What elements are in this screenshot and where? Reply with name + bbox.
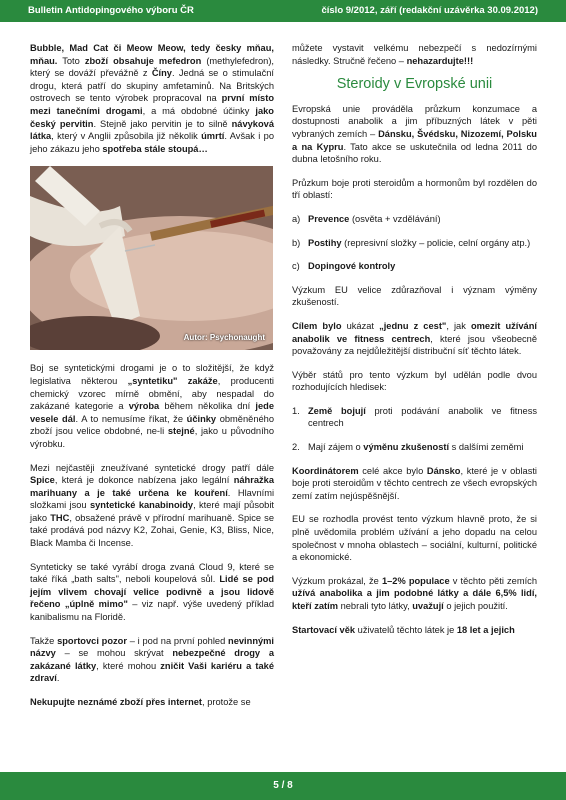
right-column bbox=[292, 42, 537, 647]
text-run: nebrali tyto látky, bbox=[338, 601, 413, 611]
text-run: Boj se syntetickými drogami je o to složitější, že když legislativa některou bbox=[30, 363, 274, 386]
text-run: EU se rozhodla provést tento výzkum hlavně proto, že si plně uvědomila problém užívání a jeho dopadu na celou společnost v mnoha oblastech – sociální, kulturní, politické a ekonomické. bbox=[292, 514, 537, 563]
list-marker: a) bbox=[292, 213, 301, 224]
list-item bbox=[292, 405, 537, 430]
section-heading: Steroidy v Evropské unii bbox=[336, 76, 493, 93]
emphasis-text: Dopingové kontroly bbox=[308, 261, 396, 272]
text-run: . Stejně jako pervitin je to silně bbox=[93, 118, 232, 129]
paragraph bbox=[30, 462, 274, 550]
text-run: , který v Anglii způsobila již několik bbox=[51, 131, 202, 142]
text-run: , jak bbox=[446, 320, 471, 331]
emphasis-text: Prevence bbox=[308, 213, 350, 224]
text-run: . Jedná se o stimulační drogu, která patří do skupiny amfetaminů. Na Britských ostrovech se tento výrobek propracoval na bbox=[30, 68, 274, 104]
text-run: , která je dokonce nabízena jako legální bbox=[54, 475, 234, 486]
emphasis-text: Dánsko bbox=[426, 465, 461, 476]
text-run: . A to nemusíme říkat, že bbox=[75, 413, 187, 424]
emphasis-text: Postihy bbox=[308, 237, 342, 248]
text-run: , producenti chemický vzorec mírně obmění, aby nespadal do zakázané kategorie a bbox=[30, 375, 274, 412]
emphasis-text: THC bbox=[50, 512, 70, 523]
text-run: Výběr států pro tento výzkum byl udělán podle dvou rozhodujících hledisek: bbox=[292, 369, 537, 393]
list-item-text bbox=[308, 260, 537, 273]
emphasis-text: užívá anabolika a jim podobné látky a dále 6,5% lidí, kteří zatím bbox=[292, 588, 537, 611]
paragraph bbox=[292, 369, 537, 394]
paragraph bbox=[292, 284, 537, 309]
photo-credit: Autor: Psychonaught bbox=[183, 332, 265, 342]
text-run: Mají zájem o bbox=[308, 442, 364, 453]
emphasis-text: Číny bbox=[151, 68, 172, 79]
paragraph bbox=[292, 465, 537, 503]
text-run: s dalšími zeměmi bbox=[449, 442, 524, 453]
text-run: . Avšak i po jeho zákazu jeho bbox=[30, 131, 274, 154]
paragraph bbox=[292, 320, 537, 358]
article-photo bbox=[30, 166, 273, 350]
emphasis-text: náhražka marihuany a je také určena ke kouření bbox=[30, 475, 274, 498]
text-run: – se mohou skrývat bbox=[55, 648, 173, 659]
photo-illustration bbox=[30, 166, 273, 350]
text-run: – i pod na první pohled bbox=[126, 635, 229, 646]
areas-list bbox=[292, 213, 537, 273]
emphasis-text: účinky bbox=[186, 413, 217, 424]
emphasis-text: 1–2% populace bbox=[381, 575, 450, 586]
text-run: , jako u původního výrobku. bbox=[30, 426, 274, 449]
left-column bbox=[30, 42, 274, 720]
text-run: , které mají působit jako bbox=[30, 500, 274, 523]
paragraph bbox=[30, 696, 274, 709]
text-run: Průzkum boje proti steroidům a hormonům byl rozdělen do tří oblastí: bbox=[292, 177, 537, 201]
text-run: obměněného zboží jsou velice obdobné, ne-li bbox=[30, 413, 274, 437]
emphasis-text: Bubble, Mad Cat či Meow Meow, tedy česky mňau, mňau. bbox=[30, 43, 274, 66]
paragraph bbox=[292, 624, 537, 637]
text-run: Mezi nejčastěji zneužívané syntetické drogy patří dále bbox=[30, 462, 274, 473]
text-run: . Hlavními složkami jsou bbox=[30, 487, 275, 511]
emphasis-text: Dánsku, Švédsku, Nizozemí, Polsku a na Kypru bbox=[292, 128, 537, 152]
text-run: , obsažené právě v přírodní marihuaně. Spice se také prodává pod názvy K2, Zohai, Genie, K3, Bliss, Nice, Black Mamba či Incense. bbox=[30, 512, 275, 549]
emphasis-text: sportovci pozor bbox=[57, 635, 127, 646]
emphasis-text: výměnu zkušeností bbox=[363, 442, 450, 453]
text-run: , které mohou bbox=[96, 660, 161, 671]
list-item-text bbox=[308, 441, 537, 454]
paragraph bbox=[292, 42, 537, 67]
text-run: Výzkum EU velice zdůrazňoval i význam výměny zkušeností. bbox=[292, 284, 537, 308]
list-marker: b) bbox=[292, 237, 301, 248]
emphasis-text: Koordinátorem bbox=[292, 465, 359, 476]
paragraph bbox=[30, 561, 274, 624]
text-run: Výzkum prokázal, že bbox=[292, 575, 382, 586]
text-run: během několika dní bbox=[159, 401, 256, 412]
emphasis-text: omezit užívání anabolik ve fitness centrech bbox=[292, 320, 537, 344]
emphasis-text: Spice bbox=[30, 475, 55, 486]
list-item bbox=[292, 260, 537, 273]
paragraph bbox=[292, 103, 537, 166]
text-run: proti podávání anabolik ve fitness centrech bbox=[308, 405, 538, 429]
text-run: Toto bbox=[57, 55, 85, 66]
emphasis-text: nevinnými názvy bbox=[30, 635, 275, 659]
list-item-text bbox=[308, 405, 537, 430]
emphasis-text: nehazardujte!!! bbox=[406, 55, 474, 66]
page-header bbox=[0, 0, 566, 22]
text-run: , a má obdobné účinky bbox=[142, 105, 256, 116]
paragraph bbox=[292, 177, 537, 202]
emphasis-text: stejné bbox=[167, 426, 195, 437]
emphasis-text: Země bojují bbox=[308, 405, 366, 416]
emphasis-text: „syntetiku" zakáže bbox=[127, 375, 218, 386]
text-run: – viz např. výše uvedený příklad kanibalismu na Floridě. bbox=[30, 599, 274, 623]
emphasis-text: spotřeba stále stoupá… bbox=[102, 143, 208, 154]
emphasis-text: „jednu z cest" bbox=[379, 320, 447, 331]
text-run: (osvěta + vzdělávání) bbox=[349, 213, 441, 224]
page-number: 5 / 8 bbox=[273, 780, 293, 791]
text-run: o jejich použití. bbox=[443, 601, 508, 611]
emphasis-text: první místo mezi tanečními drogami bbox=[30, 93, 275, 116]
text-run: můžete vystavit velkému nebezpečí s nedozírnými následky. Stručně řečeno – bbox=[292, 43, 537, 66]
text-run: , protože se bbox=[202, 697, 251, 707]
list-marker: 2. bbox=[292, 442, 300, 453]
text-run: uživatelů těchto látek je bbox=[355, 624, 457, 635]
text-run: , které je v oblasti boje proti steroidům v těchto centrech ze všech evropských zemí zatím nejúspěšnější. bbox=[292, 465, 537, 501]
list-item bbox=[292, 441, 537, 454]
bulletin-title: Bulletin Antidopingového výboru ČR bbox=[28, 5, 194, 16]
list-item-text bbox=[308, 237, 537, 250]
emphasis-text: Lidé se pod jejím vlivem chovají velice podivně a jsou lidově řečeno „úplně mimo" bbox=[30, 574, 274, 610]
criteria-list bbox=[292, 405, 537, 454]
text-run: Synteticky se také vyrábí droga zvaná Cloud 9, které se také říká „bath salts", neboli koupelová sůl. bbox=[30, 561, 274, 585]
text-run: Takže bbox=[30, 635, 58, 646]
text-run: v těchto pěti zemích bbox=[449, 575, 538, 586]
paragraph bbox=[292, 513, 537, 563]
text-run: . bbox=[56, 673, 60, 684]
text-run: (represivní složky – policie, celní orgány atp.) bbox=[341, 237, 531, 248]
paragraph bbox=[30, 362, 274, 450]
emphasis-text: nebezpečné drogy a zakázané látky bbox=[30, 648, 274, 671]
page-footer bbox=[0, 772, 566, 800]
list-marker: c) bbox=[292, 261, 300, 272]
paragraph bbox=[30, 635, 274, 685]
emphasis-text: výroba bbox=[128, 401, 160, 412]
paragraph bbox=[292, 575, 537, 613]
emphasis-text: zboží obsahuje mefedron bbox=[84, 55, 202, 66]
text-run: (methylefedron), který se dováží převážně z bbox=[30, 55, 275, 79]
text-run: . Tato akce se uskutečnila od ledna 2011 do dubna letošního roku. bbox=[292, 141, 538, 165]
emphasis-text: zničit Vaši kariéru a také zdraví bbox=[30, 660, 274, 684]
list-item bbox=[292, 213, 537, 226]
paragraph bbox=[30, 42, 274, 155]
emphasis-text: uvažují bbox=[412, 601, 444, 611]
emphasis-text: návyková látka bbox=[30, 118, 274, 142]
emphasis-text: 18 let a jejich bbox=[456, 624, 515, 635]
list-marker: 1. bbox=[292, 405, 300, 416]
emphasis-text: jako český pervitin bbox=[30, 105, 274, 129]
list-item-text bbox=[308, 213, 537, 226]
emphasis-text: Startovací věk bbox=[292, 624, 356, 635]
emphasis-text: syntetické kanabinoidy bbox=[89, 500, 194, 511]
text-run: celé akce bylo bbox=[358, 465, 427, 476]
issue-info: číslo 9/2012, září (redakční uzávěrka 30.09.2012) bbox=[321, 5, 538, 16]
text-run: ukázat bbox=[341, 320, 380, 331]
emphasis-text: úmrtí bbox=[201, 131, 225, 142]
emphasis-text: Nekupujte neznámé zboží přes internet bbox=[30, 697, 203, 707]
emphasis-text: Cílem bylo bbox=[292, 320, 342, 331]
list-item bbox=[292, 237, 537, 250]
text-run: Evropská unie prováděla průzkum konzumace a dostupnosti anabolik a jim příbuzných látek v pěti vybraných zemích – bbox=[292, 103, 537, 139]
text-run: , které jsou všeobecně považovány za nejdůležitější distribuční síť těchto látek. bbox=[292, 333, 537, 357]
emphasis-text: jede vesele dál bbox=[30, 401, 274, 424]
